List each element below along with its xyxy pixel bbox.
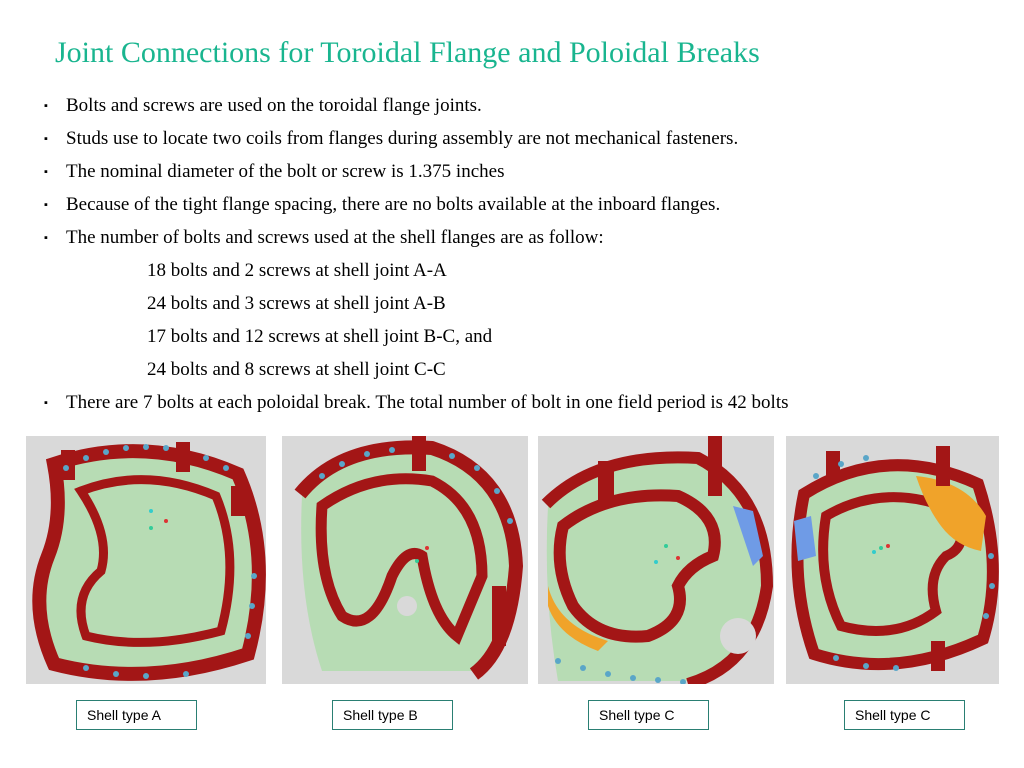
shell-type-a-image [26, 436, 266, 684]
bullet-item: Because of the tight flange spacing, there are no bolts available at the inboard flanges. [66, 194, 721, 215]
sub-item: 24 bolts and 8 screws at shell joint C-C [147, 359, 446, 380]
sub-item: 24 bolts and 3 screws at shell joint A-B [147, 293, 446, 314]
bullet-item: Bolts and screws are used on the toroidal flange joints. [66, 95, 482, 116]
caption-shell-type-b: Shell type B [332, 700, 453, 730]
shell-type-c-image-2 [786, 436, 999, 684]
page-title: Joint Connections for Toroidal Flange and Poloidal Breaks [55, 36, 760, 69]
sub-item: 18 bolts and 2 screws at shell joint A-A [147, 260, 447, 281]
caption-shell-type-c: Shell type C [588, 700, 709, 730]
bullet-marker: ▪ [44, 199, 48, 211]
caption-shell-type-a: Shell type A [76, 700, 197, 730]
bullet-marker: ▪ [44, 100, 48, 112]
bullet-item: The number of bolts and screws used at the shell flanges are as follow: [66, 227, 604, 248]
bullet-item: Studs use to locate two coils from flanges during assembly are not mechanical fasteners. [66, 128, 739, 149]
bullet-marker: ▪ [44, 397, 48, 409]
bullet-marker: ▪ [44, 166, 48, 178]
sub-item: 17 bolts and 12 screws at shell joint B-C, and [147, 326, 493, 347]
bullet-item: There are 7 bolts at each poloidal break. The total number of bolt in one field period is 42 bolts [66, 392, 789, 413]
shell-type-c-image [538, 436, 774, 684]
caption-shell-type-c-2: Shell type C [844, 700, 965, 730]
bullet-item: The nominal diameter of the bolt or screw is 1.375 inches [66, 161, 505, 182]
bullet-marker: ▪ [44, 232, 48, 244]
shell-type-b-image [282, 436, 528, 684]
bullet-marker: ▪ [44, 133, 48, 145]
